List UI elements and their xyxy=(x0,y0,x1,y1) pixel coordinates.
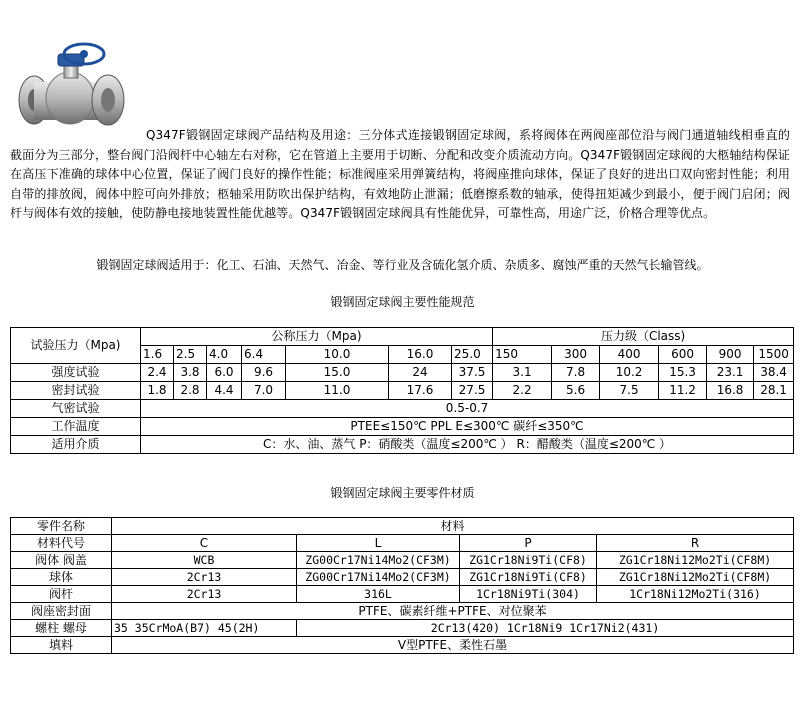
nominal-value: 1.6 xyxy=(141,346,174,364)
part-name-header: 零件名称 xyxy=(11,518,112,535)
class-value: 900 xyxy=(707,346,754,364)
nominal-value: 4.0 xyxy=(207,346,242,364)
material-cell: 2Cr13 xyxy=(112,586,297,603)
table-row xyxy=(11,552,794,569)
nominal-value: 10.0 xyxy=(286,346,389,364)
strength-value: 15.3 xyxy=(659,364,707,382)
strength-value: 23.1 xyxy=(707,364,754,382)
strength-value: 9.6 xyxy=(242,364,286,382)
material-code: R xyxy=(597,535,794,552)
class-value: 150 xyxy=(493,346,552,364)
material-cell: 316L xyxy=(297,586,460,603)
material-table xyxy=(10,517,794,654)
class-value: 600 xyxy=(659,346,707,364)
seal-value: 27.5 xyxy=(452,382,493,400)
strength-value: 7.8 xyxy=(552,364,600,382)
seal-value: 1.8 xyxy=(141,382,174,400)
strength-value: 2.4 xyxy=(141,364,174,382)
class-value: 400 xyxy=(600,346,659,364)
material-table-title: 锻钢固定球阀主要零件材质 xyxy=(330,486,475,500)
strength-value: 38.4 xyxy=(754,364,794,382)
packing-value: V型PTFE、柔性石墨 xyxy=(112,637,794,654)
usage-text: 锻钢固定球阀适用于：化工、石油、天然气、冶金、等行业及含硫化氢介质、杂质多、腐蚀严重的天然气长输管线。 xyxy=(96,258,709,272)
seal-value: 5.6 xyxy=(552,382,600,400)
packing-label: 填料 xyxy=(11,637,112,654)
spec-table-title: 锻钢固定球阀主要性能规范 xyxy=(330,295,475,309)
bolt-label: 螺柱 螺母 xyxy=(11,620,112,637)
strength-test-label: 强度试验 xyxy=(11,364,141,382)
seat-value: PTFE、碳素纤维+PTFE、对位聚苯 xyxy=(112,603,794,620)
material-cell: ZG00Cr17Ni14Mo2(CF3M) xyxy=(297,569,460,586)
material-code: C xyxy=(112,535,297,552)
temperature-value: PTEE≤150℃ PPL E≤300℃ 碳纤≤350℃ xyxy=(141,418,794,436)
part-label: 阀杆 xyxy=(11,586,112,603)
material-cell: ZG1Cr18Ni12Mo2Ti(CF8M) xyxy=(597,552,794,569)
nominal-value: 6.4 xyxy=(242,346,286,364)
nominal-pressure-header: 公称压力（Mpa) xyxy=(141,328,493,346)
seal-test-row xyxy=(11,382,794,400)
bolt-row xyxy=(11,620,794,637)
material-cell: ZG00Cr17Ni14Mo2(CF3M) xyxy=(297,552,460,569)
seal-value: 7.0 xyxy=(242,382,286,400)
packing-row xyxy=(11,637,794,654)
material-cell: ZG1Cr18Ni9Ti(CF8) xyxy=(460,569,597,586)
media-value: C：水、油、蒸气 P：硝酸类（温度≤200℃ ） R：醋酸类（温度≤200℃ ） xyxy=(141,436,794,454)
strength-value: 15.0 xyxy=(286,364,389,382)
part-label: 球体 xyxy=(11,569,112,586)
performance-spec-table xyxy=(10,327,794,454)
table-row xyxy=(11,586,794,603)
material-cell: ZG1Cr18Ni12Mo2Ti(CF8M) xyxy=(597,569,794,586)
class-value: 300 xyxy=(552,346,600,364)
material-cell: 2Cr13 xyxy=(112,569,297,586)
seal-value: 11.0 xyxy=(286,382,389,400)
ball-valve-image xyxy=(12,42,134,128)
seat-row xyxy=(11,603,794,620)
strength-value: 37.5 xyxy=(452,364,493,382)
seal-value: 11.2 xyxy=(659,382,707,400)
media-row xyxy=(11,436,794,454)
strength-value: 6.0 xyxy=(207,364,242,382)
seal-value: 7.5 xyxy=(600,382,659,400)
temperature-label: 工作温度 xyxy=(11,418,141,436)
product-description: Q347F锻钢固定球阀产品结构及用途：三分体式连接锻钢固定球阀，系将阀体在两阀座部位沿与阀门通道轴线相垂直的截面分为三部分，整台阀门沿阀杆中心轴左右对称，它在管道上主要用于切断、分配和改变介质流动方向。Q347F锻钢固定球阀的大柩轴结构保证在高压下准确的球体中心位置，保证了阀门良好的操作性能；标准阀座采用弹簧结构，将阀座推向球体，保证了良好的进出口双向密封性能；利用自带的排放阀，阀体中腔可向外排放；柩轴采用防吹出保护结构，有效地防止泄漏；低磨擦系数的轴承，使得扭矩减少到最小，便于阀门启闭；阀杆与阀体有效的接触，使防静电接地装置性能优越等。Q347F锻钢固定球阀具有性能优异，可靠性高，用途广泛，价格合理等优点。 xyxy=(10,128,790,220)
seal-value: 2.8 xyxy=(174,382,207,400)
spec-header-row xyxy=(11,328,794,346)
strength-value: 24 xyxy=(389,364,452,382)
seal-value: 16.8 xyxy=(707,382,754,400)
seat-label: 阀座密封面 xyxy=(11,603,112,620)
row-header: 试验压力（Mpa) xyxy=(11,328,141,364)
seal-test-label: 密封试验 xyxy=(11,382,141,400)
strength-test-row xyxy=(11,364,794,382)
seal-value: 17.6 xyxy=(389,382,452,400)
material-code-row xyxy=(11,535,794,552)
air-test-label: 气密试验 xyxy=(11,400,141,418)
material-cell: WCB xyxy=(112,552,297,569)
material-cell: ZG1Cr18Ni9Ti(CF8) xyxy=(460,552,597,569)
strength-value: 3.8 xyxy=(174,364,207,382)
nominal-value: 25.0 xyxy=(452,346,493,364)
material-header-row xyxy=(11,518,794,535)
nominal-value: 16.0 xyxy=(389,346,452,364)
nominal-value: 2.5 xyxy=(174,346,207,364)
bolt-other-value: 2Cr13(420) 1Cr18Ni9 1Cr17Ni2(431) xyxy=(297,620,794,637)
temperature-row xyxy=(11,418,794,436)
air-test-row xyxy=(11,400,794,418)
material-code-label: 材料代号 xyxy=(11,535,112,552)
material-code: P xyxy=(460,535,597,552)
class-value: 1500 xyxy=(754,346,794,364)
part-label: 阀体 阀盖 xyxy=(11,552,112,569)
air-test-value: 0.5-0.7 xyxy=(141,400,794,418)
seal-value: 2.2 xyxy=(493,382,552,400)
bolt-c-value: 35 35CrMoA(B7) 45(2H) xyxy=(112,620,297,637)
seal-value: 28.1 xyxy=(754,382,794,400)
material-cell: 1Cr18Ni12Mo2Ti(316) xyxy=(597,586,794,603)
material-cell: 1Cr18Ni9Ti(304) xyxy=(460,586,597,603)
table-row xyxy=(11,569,794,586)
seal-value: 4.4 xyxy=(207,382,242,400)
media-label: 适用介质 xyxy=(11,436,141,454)
strength-value: 3.1 xyxy=(493,364,552,382)
material-code: L xyxy=(297,535,460,552)
class-header: 压力级（Class) xyxy=(493,328,794,346)
strength-value: 10.2 xyxy=(600,364,659,382)
material-header: 材料 xyxy=(112,518,794,535)
